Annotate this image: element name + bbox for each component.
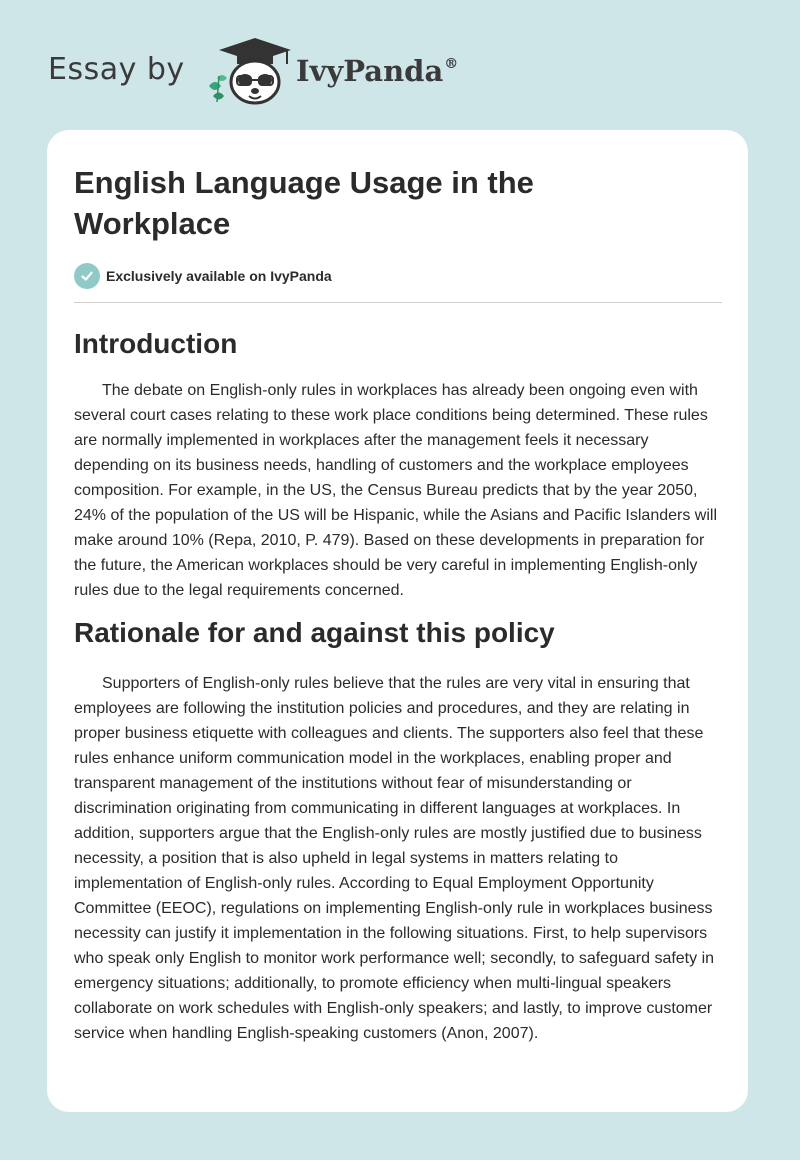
brand-name[interactable] bbox=[296, 54, 458, 88]
check-circle-icon bbox=[74, 263, 100, 289]
section-paragraph-rationale: Supporters of English-only rules believe that the rules are very vital in ensuring that employees are following the institution policies and procedures, and they are relating in proper business etiquette with colleagues and clients. The supporters also feel that these rules enhance uniform communication model in the workplaces, enabling proper and transparent management of the institutions without fear of misunderstanding or discrimination originating from communicating in different languages at workplaces. In addition, supporters argue that the English-only rules are mostly justified due to business necessity, a position that is also upheld in legal systems in matters relating to implementation of English-only rules. According to Equal Employment Opportunity Committee (EEOC), regulations on implementing English-only rule in workplaces business necessity can justify it implementation in the following situations. First, to help supervisors who speak only English to monitor work performance well; secondly, to safeguard safety in emergency situations; additionally, to promote efficiency when multi-lingual speakers collaborate on work schedules with English-only speakers; and lastly, to improve customer service when handling English-speaking customers (Anon, 2007). bbox=[74, 675, 715, 1042]
section-heading-introduction: Introduction bbox=[74, 328, 238, 359]
divider bbox=[74, 302, 722, 303]
site-header bbox=[48, 32, 548, 112]
essay-card bbox=[47, 130, 748, 1112]
brand-text: IvyPanda bbox=[296, 54, 444, 88]
page-title: English Language Usage in the Workplace bbox=[74, 165, 534, 241]
registered-mark: ® bbox=[444, 56, 459, 72]
essay-by-label: Essay by bbox=[48, 52, 185, 87]
badge-label: Exclusively available on IvyPanda bbox=[106, 268, 332, 284]
exclusive-badge bbox=[74, 263, 332, 289]
panda-graduate-icon bbox=[203, 36, 295, 108]
article-body bbox=[74, 320, 724, 1054]
section-heading-rationale: Rationale for and against this policy bbox=[74, 617, 555, 648]
section-paragraph-introduction: The debate on English-only rules in workplaces has already been ongoing even with several court cases relating to these work place conditions being determined. These rules are normally implemented in workplaces after the management feels it necessary depending on its business needs, handling of customers and the workplace employees composition. For example, in the US, the Census Bureau predicts that by the year 2050, 24% of the population of the US will be Hispanic, while the Asians and Pacific Islanders will make around 10% (Repa, 2010, P. 479). Based on these developments in preparation for the future, the American workplaces should be very careful in implementing English-only rules due to the legal requirements concerned. bbox=[74, 382, 718, 599]
